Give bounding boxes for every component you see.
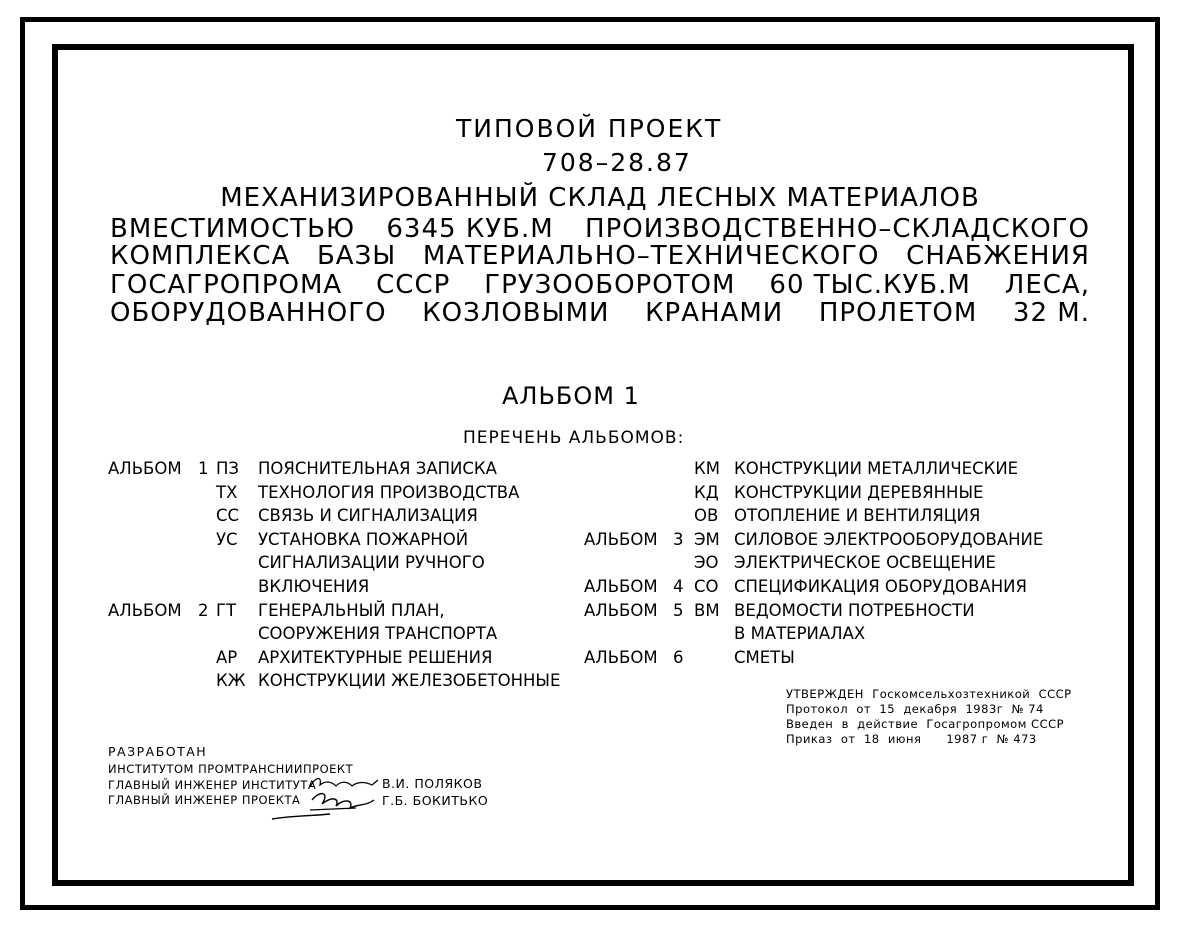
section-code: ГТ xyxy=(216,600,237,620)
title-word: ГОСАГРОПРОМА xyxy=(110,270,343,300)
albums-list-title: ПЕРЕЧЕНЬ АЛЬБОМОВ: xyxy=(463,428,685,448)
title-word: ОБОРУДОВАННОГО xyxy=(110,298,387,328)
section-code: УС xyxy=(216,529,238,549)
section-title: В МАТЕРИАЛАХ xyxy=(734,624,866,644)
section-title: АРХИТЕКТУРНЫЕ РЕШЕНИЯ xyxy=(258,647,493,667)
album-number: 4 xyxy=(673,577,684,596)
title-word: 32 М. xyxy=(1012,298,1090,328)
approval-line: Протокол от 15 декабря 1983г № 74 xyxy=(786,702,1044,716)
album-number: 3 xyxy=(673,529,684,549)
section-code: ЭО xyxy=(694,553,719,573)
title-word: СНАБЖЕНИЯ xyxy=(906,241,1090,271)
section-code: КМ xyxy=(694,459,720,478)
section-title: СИЛОВОЕ ЭЛЕКТРООБОРУДОВАНИЕ xyxy=(734,529,1044,549)
album-number: 5 xyxy=(673,600,684,620)
title-word: КРАНАМИ xyxy=(645,298,784,328)
approval-line: УТВЕРЖДЕН Госкомсельхозтехникой СССР xyxy=(786,687,1072,701)
chief-engineer-project-label: ГЛАВНЫЙ ИНЖЕНЕР ПРОЕКТА xyxy=(108,793,301,807)
album-label: АЛЬБОМ xyxy=(584,529,658,549)
album-number: 1 xyxy=(198,459,209,478)
section-title: КОНСТРУКЦИИ МЕТАЛЛИЧЕСКИЕ xyxy=(734,459,1019,478)
title-word: КОЗЛОВЫМИ xyxy=(422,298,610,328)
title-word: МАТЕРИАЛЬНО–ТЕХНИЧЕСКОГО xyxy=(422,241,880,271)
section-code: СО xyxy=(694,577,719,596)
signature-bokitko xyxy=(270,786,380,822)
album-label: АЛЬБОМ xyxy=(108,459,182,478)
approval-line: Введен в действие Госагропромом СССР xyxy=(786,717,1065,731)
section-code: СС xyxy=(216,506,240,526)
project-type-heading: ТИПОВОЙ ПРОЕКТ xyxy=(456,114,723,143)
developer-institute: ИНСТИТУТОМ ПРОМТРАНСНИИПРОЕКТ xyxy=(108,762,354,776)
project-number: 708–28.87 xyxy=(542,148,692,177)
title-word: МЕХАНИЗИРОВАННЫЙ СКЛАД ЛЕСНЫХ МАТЕРИАЛОВ xyxy=(220,183,980,213)
section-title: КОНСТРУКЦИИ ЖЕЛЕЗОБЕТОННЫЕ xyxy=(258,671,561,691)
section-title: ВЕДОМОСТИ ПОТРЕБНОСТИ xyxy=(734,600,975,620)
album-number: 6 xyxy=(673,647,684,667)
project-title-line xyxy=(110,300,1090,326)
project-title-line xyxy=(110,185,1090,211)
album-label: АЛЬБОМ xyxy=(584,647,658,667)
section-title: ГЕНЕРАЛЬНЫЙ ПЛАН, xyxy=(258,600,445,620)
approval-line: Приказ от 18 июня 1987 г № 473 xyxy=(786,732,1037,746)
section-title: УСТАНОВКА ПОЖАРНОЙ xyxy=(258,529,469,549)
section-code: ВМ xyxy=(694,600,720,620)
section-title: ОТОПЛЕНИЕ И ВЕНТИЛЯЦИЯ xyxy=(734,506,981,526)
developer-heading: РАЗРАБОТАН xyxy=(108,744,208,759)
section-title: КОНСТРУКЦИИ ДЕРЕВЯННЫЕ xyxy=(734,482,984,502)
album-number: 2 xyxy=(198,600,209,620)
section-code: ОВ xyxy=(694,506,719,526)
title-word: КОМПЛЕКСА xyxy=(110,241,291,271)
title-word: ПРОИЗВОДСТВЕННО–СКЛАДСКОГО xyxy=(585,214,1090,244)
title-word: 6345 КУБ.М xyxy=(386,214,554,244)
project-title-line xyxy=(110,243,1090,269)
album-label: АЛЬБОМ xyxy=(584,577,658,596)
title-word: БАЗЫ xyxy=(316,241,397,271)
title-word: ПРОЛЕТОМ xyxy=(818,298,978,328)
section-code: ТХ xyxy=(216,482,238,502)
section-code: КД xyxy=(694,482,719,502)
chief-engineer-project-name: Г.Б. БОКИТЬКО xyxy=(382,793,489,808)
project-title-line xyxy=(110,272,1090,298)
title-word: 60 ТЫС.КУБ.М xyxy=(769,270,971,300)
section-title: ПОЯСНИТЕЛЬНАЯ ЗАПИСКА xyxy=(258,459,497,478)
album-label: АЛЬБОМ xyxy=(584,600,658,620)
section-code: АР xyxy=(216,647,238,667)
album-label: АЛЬБОМ xyxy=(108,600,182,620)
project-title-line xyxy=(110,216,1090,242)
section-title: СМЕТЫ xyxy=(734,647,795,667)
section-code: КЖ xyxy=(216,671,246,691)
section-code: ЭМ xyxy=(694,529,720,549)
section-title: ЭЛЕКТРИЧЕСКОЕ ОСВЕЩЕНИЕ xyxy=(734,553,996,573)
album-title: АЛЬБОМ 1 xyxy=(502,382,640,410)
chief-engineer-institute-name: В.И. ПОЛЯКОВ xyxy=(382,776,483,791)
title-word: ЛЕСА, xyxy=(1004,270,1090,300)
section-title: ВКЛЮЧЕНИЯ xyxy=(258,577,370,596)
title-word: ГРУЗООБОРОТОМ xyxy=(484,270,736,300)
title-word: СССР xyxy=(376,270,451,300)
chief-engineer-institute-label: ГЛАВНЫЙ ИНЖЕНЕР ИНСТИТУТА xyxy=(108,778,317,792)
section-title: СПЕЦИФИКАЦИЯ ОБОРУДОВАНИЯ xyxy=(734,577,1027,596)
section-title: СООРУЖЕНИЯ ТРАНСПОРТА xyxy=(258,624,498,644)
section-title: СВЯЗЬ И СИГНАЛИЗАЦИЯ xyxy=(258,506,478,526)
title-word: ВМЕСТИМОСТЬЮ xyxy=(110,214,356,244)
section-code: ПЗ xyxy=(216,459,239,478)
section-title: СИГНАЛИЗАЦИИ РУЧНОГО xyxy=(258,553,485,573)
section-title: ТЕХНОЛОГИЯ ПРОИЗВОДСТВА xyxy=(258,482,520,502)
